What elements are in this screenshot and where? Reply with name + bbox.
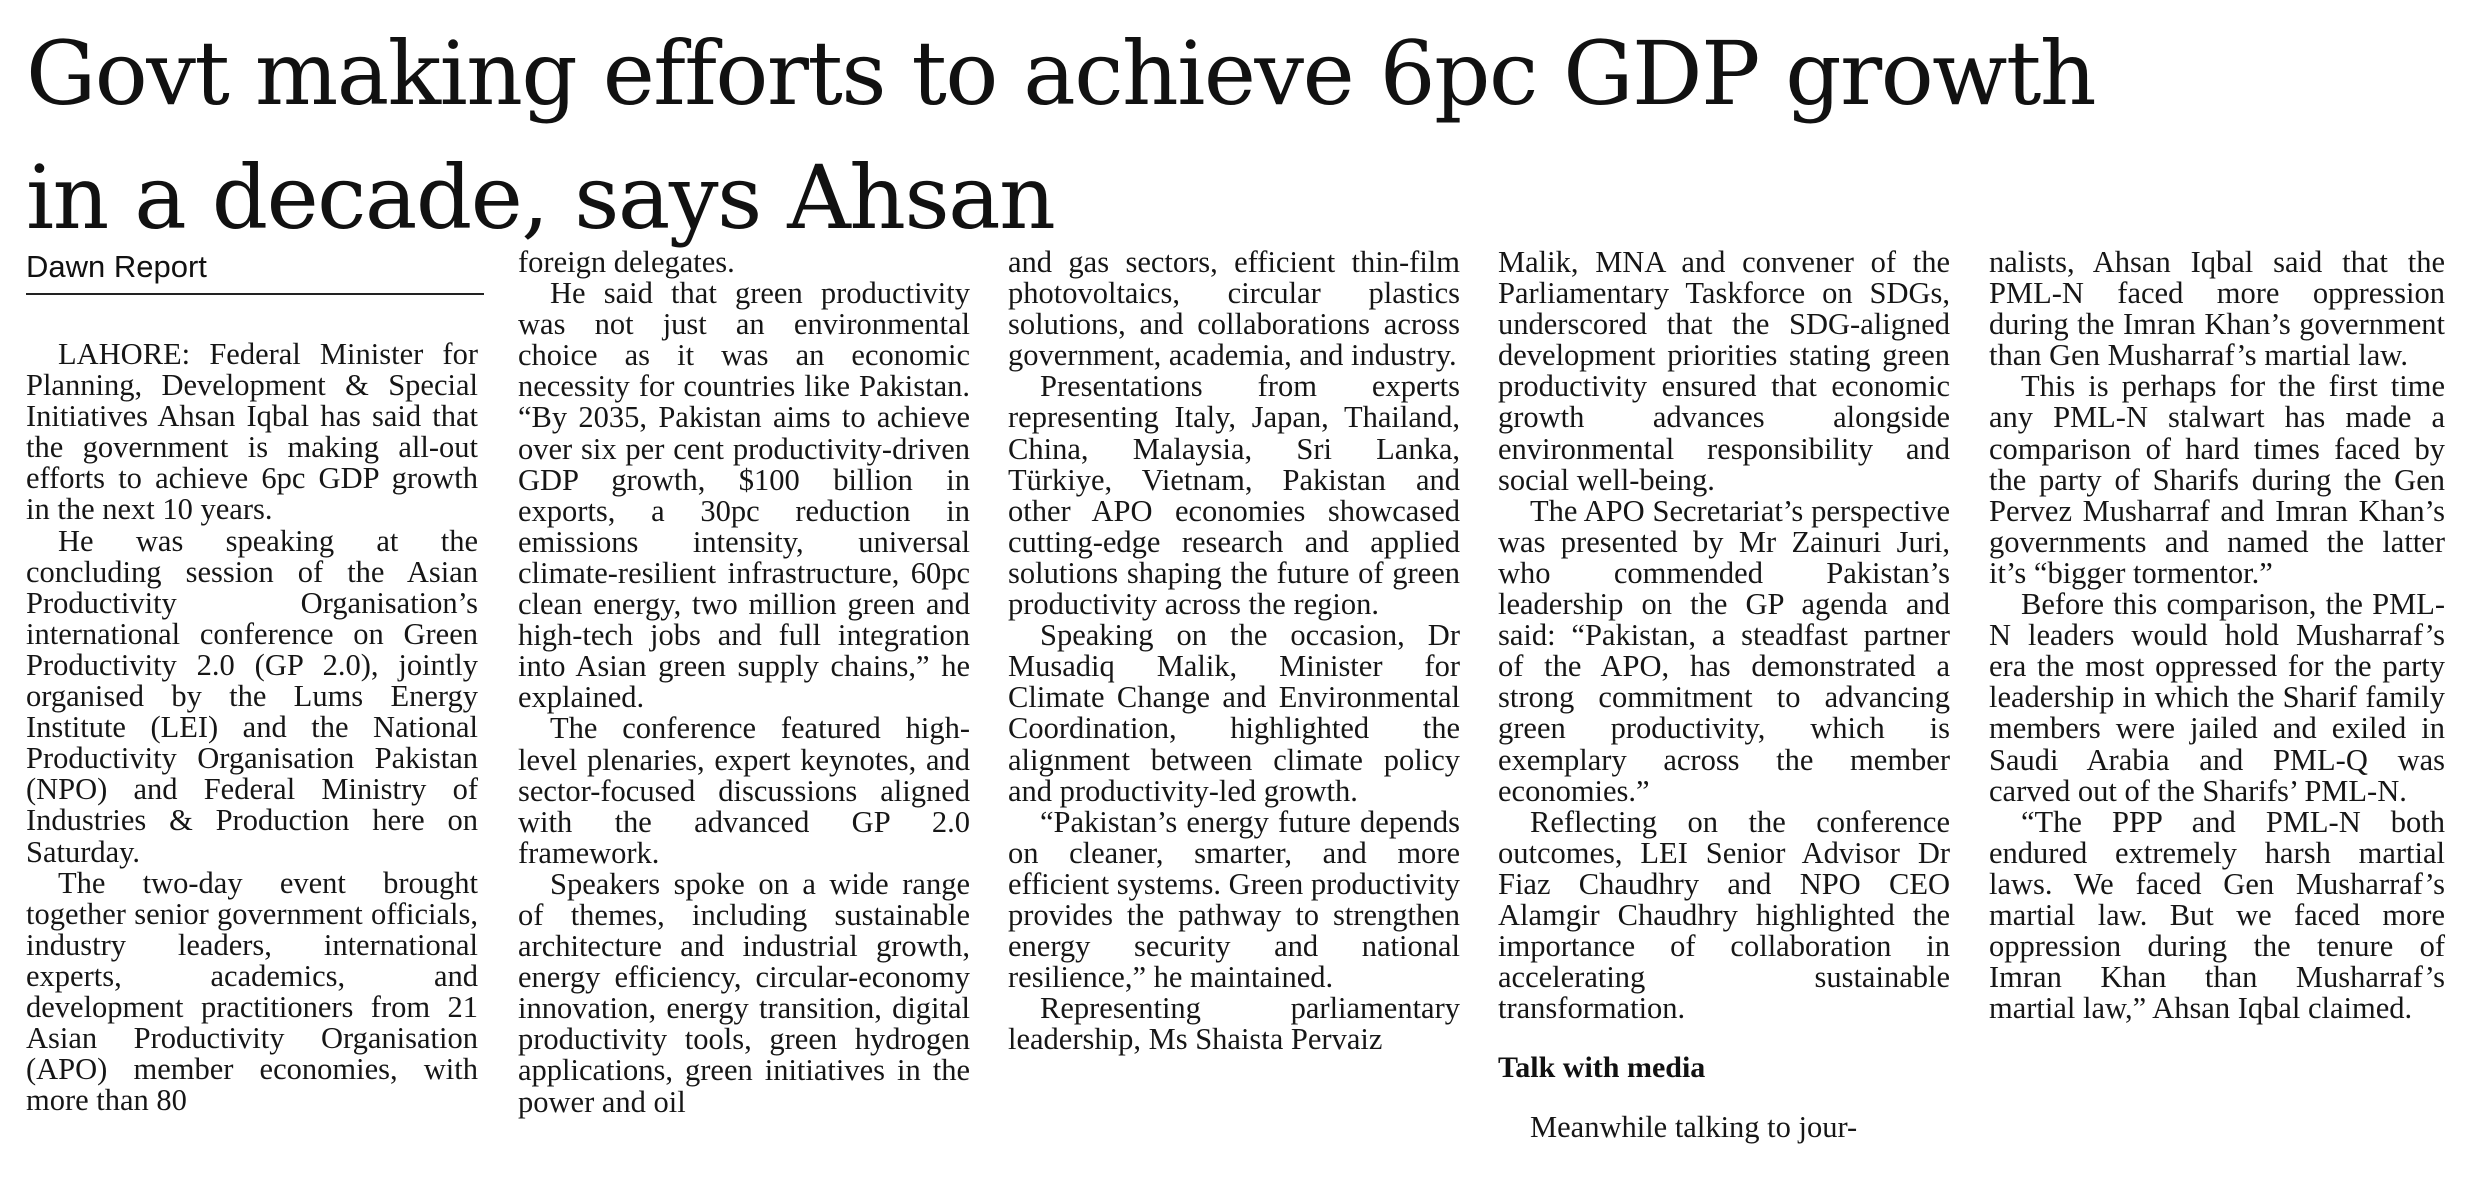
paragraph: Before this comparison, the PML-N leaders would hold Musharraf’s era the most oppressed for the party leadership in which the Sharif family members were jailed and exiled in Saudi Arabia and PML-Q was carved out of the Sharifs’ PML-N. (1989, 587, 2445, 808)
paragraph: Representing parliamentary leadership, Ms Shaista Pervaiz (1008, 991, 1460, 1057)
paragraph: Speaking on the occasion, Dr Musadiq Malik, Minister for Climate Change and Environmental Coordination, highlighted the alignment between climate policy and productivity-led growth. (1008, 618, 1460, 808)
paragraph: This is perhaps for the first time any PML-N stalwart has made a comparison of hard times faced by the party of Sharifs during the Gen Pervez Musharraf and Imran Khan’s governments and named the latter it’s “bigger tormentor.” (1989, 369, 2445, 590)
article-column-4 (1498, 247, 1950, 1143)
headline (26, 12, 2446, 260)
article-column-5 (1989, 247, 2445, 1024)
paragraph: Speakers spoke on a wide range of themes, including sustainable architecture and industrial growth, energy efficiency, circular-economy innovation, energy transition, digital productivity tools, green hydrogen applications, green initiatives in the power and oil (518, 866, 970, 1119)
paragraph: Presentations from experts representing Italy, Japan, Thailand, China, Malaysia, Sri Lanka, Türkiye, Vietnam, Pakistan and other APO economies showcased cutting-edge research and applied solutions shaping the future of green productivity across the region. (1008, 369, 1460, 622)
subheading: Talk with media (1498, 1051, 1706, 1085)
headline-line-2: in a decade, says Ahsan (26, 146, 1055, 249)
paragraph: The two-day event brought together senior government officials, industry leaders, international experts, academics, and development practitioners from 21 Asian Productivity Organisation (APO) member economies, with more than 80 (26, 865, 478, 1118)
paragraph: He said that green productivity was not just an environmental choice as it was an economic necessity for countries like Pakistan. “By 2035, Pakistan aims to achieve over six per cent productivity-driven GDP growth, $100 billion in exports, a 30pc reduction in emissions intensity, universal climate-resilient infrastructure, 60pc clean energy, two million green and high-tech jobs and full integration into Asian green supply chains,” he explained. (518, 276, 970, 715)
headline-line-1: Govt making efforts to achieve 6pc GDP growth (26, 22, 2096, 125)
paragraph: “Pakistan’s energy future depends on cleaner, smarter, and more efficient systems. Green productivity provides the pathway to strengthen energy security and national resilience,” he maintained. (1008, 804, 1460, 995)
paragraph: Malik, MNA and convener of the Parliamentary Taskforce on SDGs, underscored that the SDG-aligned development priorities stating green productivity ensured that economic growth advances alongside environmental responsibility and social well-being. (1498, 245, 1950, 497)
paragraph: and gas sectors, efficient thin-film photovoltaics, circular plastics solutions, and collaborations across government, academia, and industry. (1008, 245, 1460, 373)
paragraph: The APO Secretariat’s perspective was presented by Mr Zainuri Juri, who commended Pakistan’s leadership on the GP agenda and said: “Pakistan, a steadfast partner of the APO, has demonstrated a strong commitment to advancing green productivity, which is exemplary across the member economies.” (1498, 493, 1950, 808)
paragraph: LAHORE: Federal Minister for Planning, Development & Special Initiatives Ahsan Iqbal has said that the government is making all-out efforts to achieve 6pc GDP growth in the next 10 years. (26, 337, 478, 527)
byline: Dawn Report (26, 247, 484, 295)
paragraph: foreign delegates. (518, 245, 735, 279)
paragraph: nalists, Ahsan Iqbal said that the PML-N faced more oppression during the Imran Khan’s government than Gen Musharraf’s martial law. (1989, 245, 2445, 373)
article-column-3 (1008, 247, 1460, 1055)
paragraph: “The PPP and PML-N both endured extremely harsh martial laws. We faced Gen Musharraf’s martial law. But we faced more oppression during the tenure of Imran Khan than Musharraf’s martial law,” Ahsan Iqbal claimed. (1989, 804, 2445, 1026)
article-column-2 (518, 247, 970, 1118)
paragraph: He was speaking at the concluding session of the Asian Productivity Organisation’s international conference on Green Productivity 2.0 (GP 2.0), jointly organised by the Lums Energy Institute (LEI) and the National Productivity Organisation Pakistan (NPO) and Federal Ministry of Industries & Production here on Saturday. (26, 523, 478, 869)
paragraph: Reflecting on the conference outcomes, LEI Senior Advisor Dr Fiaz Chaudhry and NPO CEO Alamgir Chaudhry highlighted the importance of collaboration in accelerating sustainable transformation. (1498, 804, 1950, 1026)
paragraph: Meanwhile talking to jour- (1530, 1110, 1858, 1145)
article-column-1 (26, 247, 478, 1116)
paragraph: The conference featured high-level plenaries, expert keynotes, and sector-focused discussions aligned with the advanced GP 2.0 framework. (518, 711, 970, 870)
